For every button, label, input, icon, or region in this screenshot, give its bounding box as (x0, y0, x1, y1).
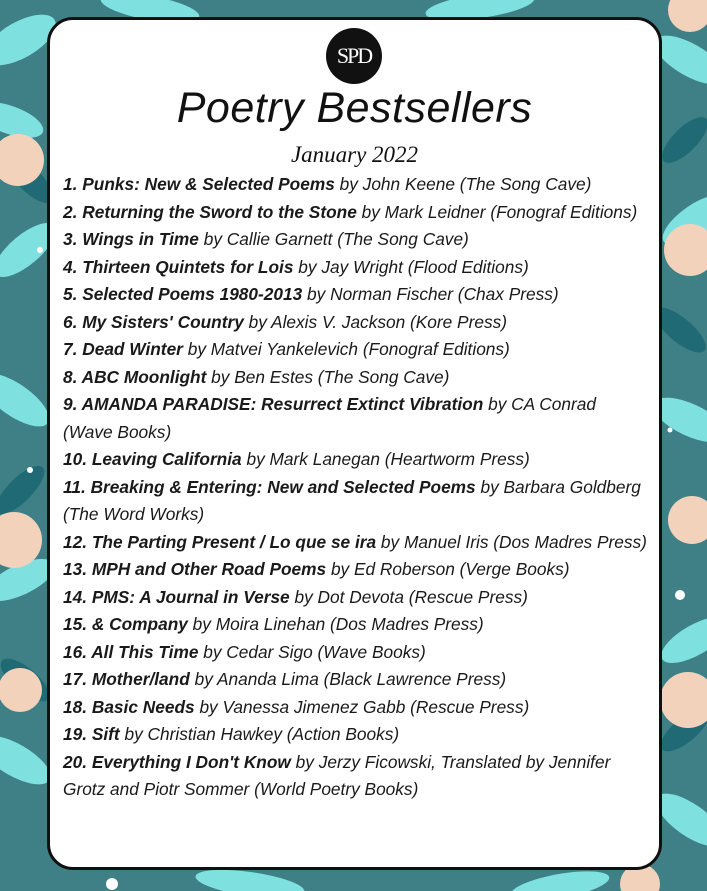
rank-number: 20. (63, 751, 88, 772)
list-item (63, 391, 649, 446)
author-publisher: by Ananda Lima (Black Lawrence Press) (189, 669, 507, 689)
author-publisher: by Callie Garnett (The Song Cave) (198, 229, 469, 249)
list-item (63, 529, 649, 557)
page-title: Poetry Bestsellers (176, 84, 533, 132)
list-item (63, 474, 649, 529)
book-title-text: Basic Needs (91, 696, 195, 717)
book-title-text: Leaving California (91, 449, 242, 469)
book-title (63, 229, 199, 249)
book-title-text: AMANDA PARADISE: Resurrect Extinct Vibration (81, 394, 484, 414)
rank-number: 6. (63, 311, 78, 332)
author-publisher: by Ed Roberson (Verge Books) (326, 559, 570, 579)
author-publisher: by Jay Wright (Flood Editions) (293, 256, 529, 277)
author-publisher: by Alexis V. Jackson (Kore Press) (243, 311, 507, 332)
rank-number: 17. (63, 669, 88, 689)
rank-number: 18. (63, 696, 88, 717)
author-publisher: by Dot Devota (Rescue Press) (289, 586, 528, 607)
author-publisher: by Norman Fischer (Chax Press) (302, 284, 559, 304)
book-title (63, 724, 120, 744)
rank-number: 4. (63, 256, 78, 277)
book-title (63, 449, 242, 469)
book-title (63, 394, 483, 414)
author-publisher: by John Keene (The Song Cave) (334, 174, 592, 194)
rank-number: 7. (63, 339, 78, 359)
book-title (63, 312, 244, 332)
book-title (63, 339, 183, 359)
book-title (63, 284, 302, 304)
list-item (63, 364, 649, 392)
list-item (63, 639, 649, 667)
book-title (63, 642, 198, 662)
book-title (63, 367, 206, 387)
author-publisher: by Cedar Sigo (Wave Books) (198, 641, 426, 662)
author-publisher: by Christian Hawkey (Action Books) (119, 724, 400, 744)
book-title-text: My Sisters' Country (82, 311, 244, 332)
author-publisher: by Mark Lanegan (Heartworm Press) (241, 449, 530, 469)
book-title-text: Breaking & Entering: New and Selected Poems (90, 476, 476, 497)
list-item (63, 309, 649, 337)
rank-number: 11. (63, 476, 86, 497)
list-item (63, 721, 649, 749)
rank-number: 2. (63, 201, 78, 222)
rank-number: 3. (63, 229, 78, 249)
book-title-text: MPH and Other Road Poems (91, 559, 327, 579)
rank-number: 1. (63, 174, 78, 194)
page-subtitle: January 2022 (290, 142, 419, 167)
list-item (63, 336, 649, 364)
book-title-text: ABC Moonlight (81, 366, 207, 387)
book-title-text: Sift (91, 724, 120, 744)
book-title (63, 174, 335, 194)
author-publisher: by Matvei Yankelevich (Fonograf Editions) (182, 339, 510, 359)
rank-number: 14. (63, 586, 88, 607)
list-item (63, 199, 649, 227)
author-publisher: by Ben Estes (The Song Cave) (206, 366, 450, 387)
list-item (63, 281, 649, 309)
book-title (63, 614, 188, 634)
rank-number: 15. (63, 614, 88, 634)
list-item (63, 254, 649, 282)
author-publisher: by Manuel Iris (Dos Madres Press) (376, 531, 647, 552)
book-title-text: The Parting Present / Lo que se ira (91, 531, 377, 552)
rank-number: 16. (63, 641, 88, 662)
book-title-text: All This Time (91, 641, 199, 662)
list-item (63, 226, 649, 254)
spd-logo: SPD (326, 28, 382, 84)
book-title-text: PMS: A Journal in Verse (91, 586, 290, 607)
list-item (63, 694, 649, 722)
list-item (63, 446, 649, 474)
author-publisher: by Vanessa Jimenez Gabb (Rescue Press) (194, 696, 530, 717)
book-title-text: Selected Poems 1980-2013 (82, 284, 303, 304)
author-publisher: by Moira Linehan (Dos Madres Press) (187, 614, 484, 634)
rank-number: 12. (63, 531, 88, 552)
book-title-text: Mother/land (91, 669, 190, 689)
rank-number: 10. (63, 449, 88, 469)
book-title-text: Punks: New & Selected Poems (82, 174, 335, 194)
bestsellers-card (47, 17, 662, 870)
rank-number: 19. (63, 724, 88, 744)
book-title-text: Thirteen Quintets for Lois (82, 256, 294, 277)
book-title (63, 477, 476, 497)
book-title-text: Everything I Don't Know (91, 751, 291, 772)
author-publisher: by Jerzy Ficowski, Translated by Jennifer Grotz and Piotr Sommer (World Poetry Books) (63, 751, 611, 799)
book-title (63, 752, 291, 772)
book-title-text: Dead Winter (82, 339, 183, 359)
rank-number: 5. (63, 284, 78, 304)
book-title-text: Returning the Sword to the Stone (82, 201, 357, 222)
author-publisher: by Mark Leidner (Fonograf Editions) (356, 201, 638, 222)
book-title-text: & Company (91, 614, 188, 634)
book-title (63, 257, 293, 277)
rank-number: 9. (63, 394, 78, 414)
book-title (63, 202, 357, 222)
book-title (63, 697, 195, 717)
rank-number: 8. (63, 366, 78, 387)
list-item (63, 171, 649, 199)
author-publisher: by Barbara Goldberg (The Word Works) (63, 476, 641, 524)
book-title (63, 587, 290, 607)
list-item (63, 611, 649, 639)
book-title-text: Wings in Time (82, 229, 199, 249)
list-item (63, 749, 649, 804)
author-publisher: by CA Conrad (Wave Books) (63, 394, 596, 442)
list-item (63, 584, 649, 612)
book-title (63, 532, 376, 552)
rank-number: 13. (63, 559, 88, 579)
book-title (63, 669, 190, 689)
list-item (63, 556, 649, 584)
book-title (63, 559, 326, 579)
bestseller-list (63, 171, 649, 804)
list-item (63, 666, 649, 694)
